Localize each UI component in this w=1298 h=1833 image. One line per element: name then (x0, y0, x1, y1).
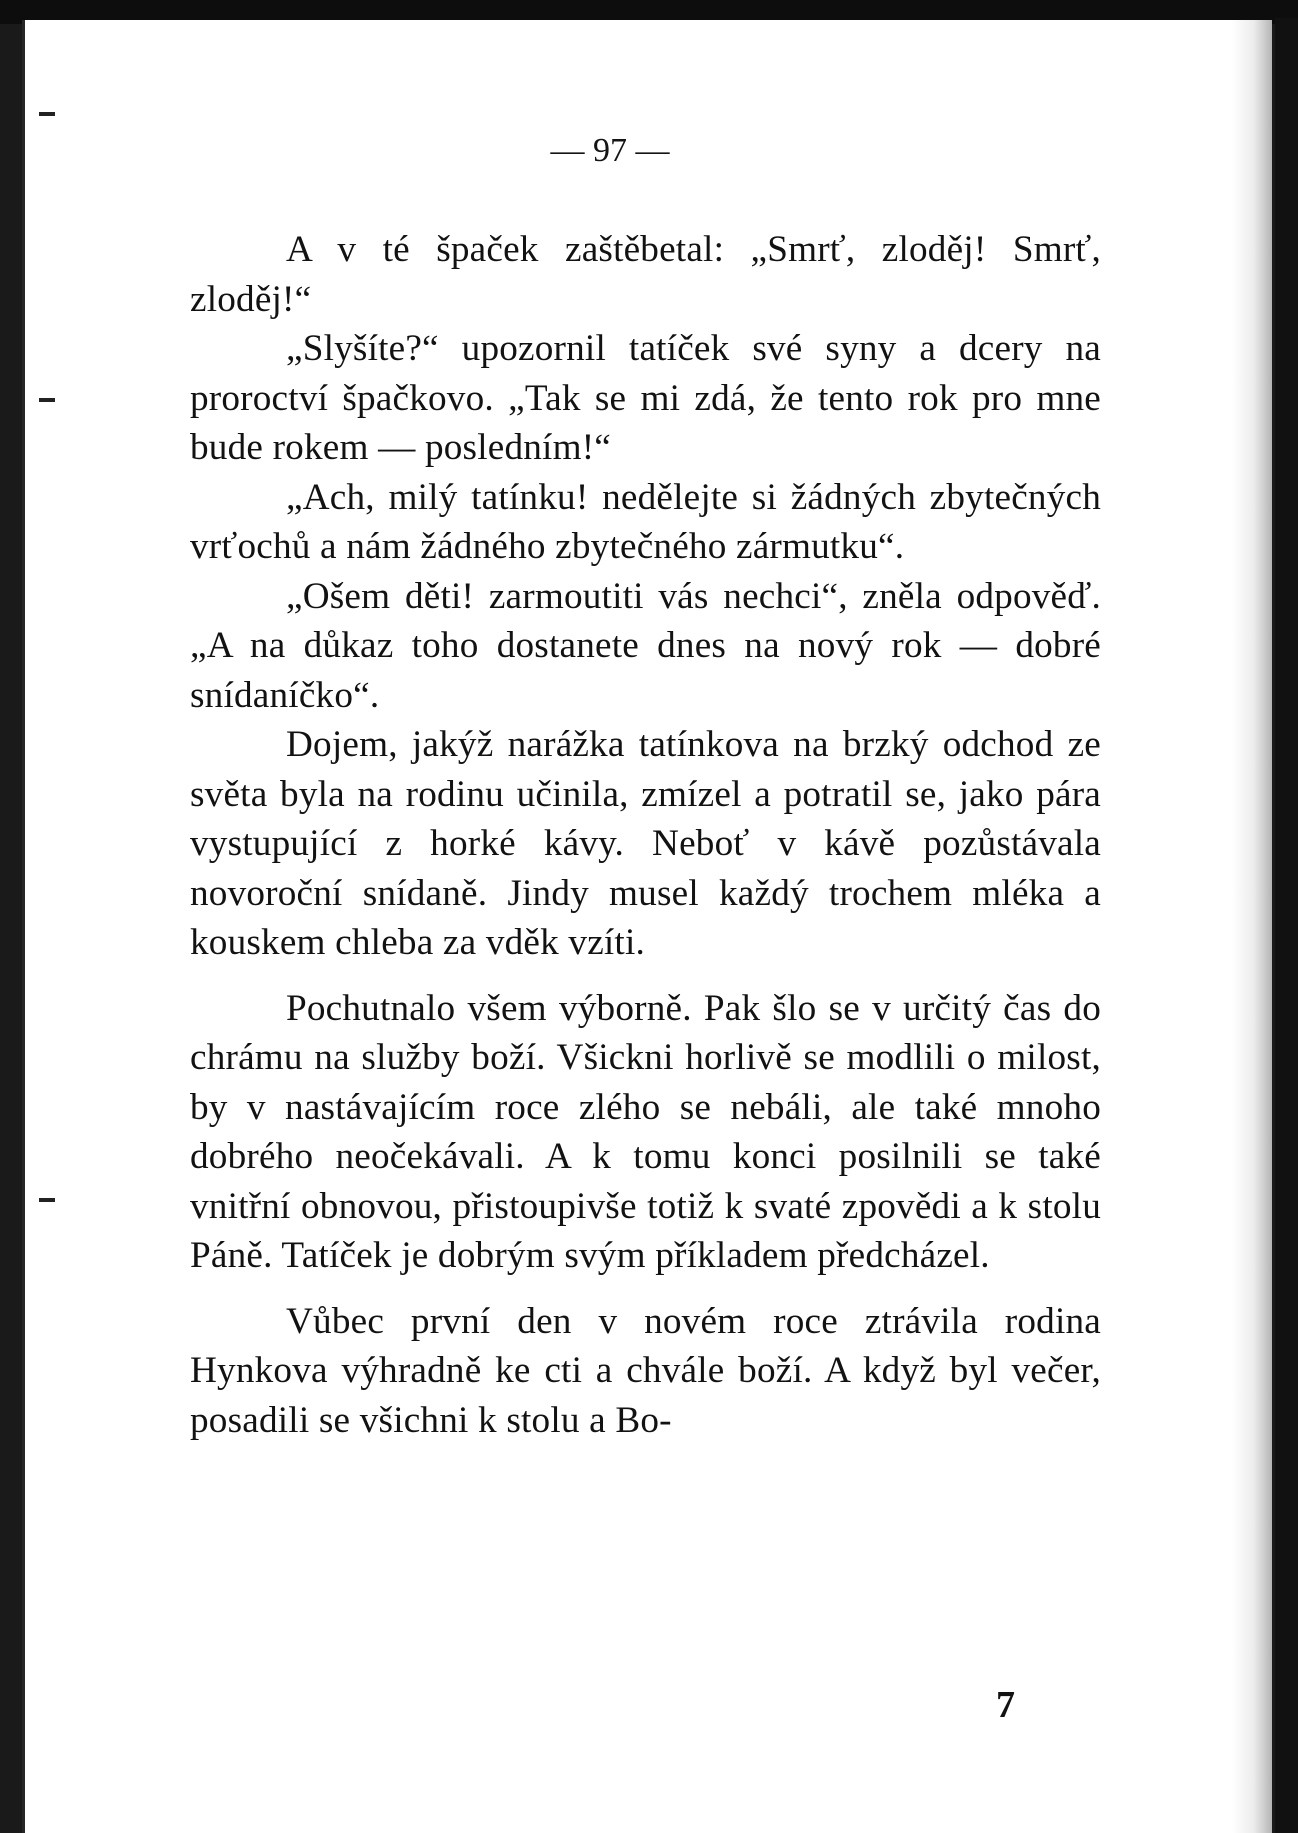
binding-mark (39, 398, 55, 402)
scan-border-right (1275, 18, 1298, 1833)
paragraph: „Slyšíte?“ upozornil tatíček své syny a dcery na proroctví špačkovo. „Tak se mi zdá, že tento rok pro mne bude rokem — posledním!“ (190, 328, 1101, 468)
paragraph: Dojem, jakýž narážka tatínkova na brzký odchod ze světa byla na rodinu učinila, zmízel a potratil se, jako pára vystupující z horké kávy. Neboť v kávě pozůstávala novoroční snídaně. Jindy musel každý trochem mléka a kouskem chleba za vděk vzíti. (190, 724, 1101, 963)
binding-mark (39, 112, 55, 116)
page-gutter-shadow (1232, 20, 1272, 1833)
paragraph: Pochutnalo všem výborně. Pak šlo se v určitý čas do chrámu na služby boží. Všickni horlivě se modlili o milost, by v nastávajícím roce zlého se nebáli, ale také mnoho dobrého neočekávali. A k tomu konci posilnili se také vnitřní obnovou, přistoupivše totiž k svaté zpovědi a k stolu Páně. Tatíček je dobrým svým příkladem předcházel. (190, 987, 1101, 1276)
paragraph: A v té špaček zaštěbetal: „Smrť, zloděj! Smrť, zloděj!“ (190, 229, 1101, 320)
book-page (22, 20, 1272, 1833)
signature-mark: 7 (996, 1684, 1015, 1726)
paragraph: „Ošem děti! zarmoutiti vás nechci“, zněla odpověď. „A na důkaz toho dostanete dnes na nový rok — dobré snídaníčko“. (190, 575, 1101, 716)
paragraph: Vůbec první den v novém roce ztrávila rodina Hynkova výhradně ke cti a chvále boží. A když byl večer, posadili se všichni k stolu a Bo- (190, 1300, 1101, 1441)
body-text (190, 225, 1101, 1445)
page-number: — 97 — (550, 132, 670, 169)
paragraph: „Ach, milý tatínku! nedělejte si žádných zbytečných vrťochů a nám žádného zbytečného zármutku“. (190, 476, 1101, 567)
binding-mark (39, 1198, 55, 1202)
